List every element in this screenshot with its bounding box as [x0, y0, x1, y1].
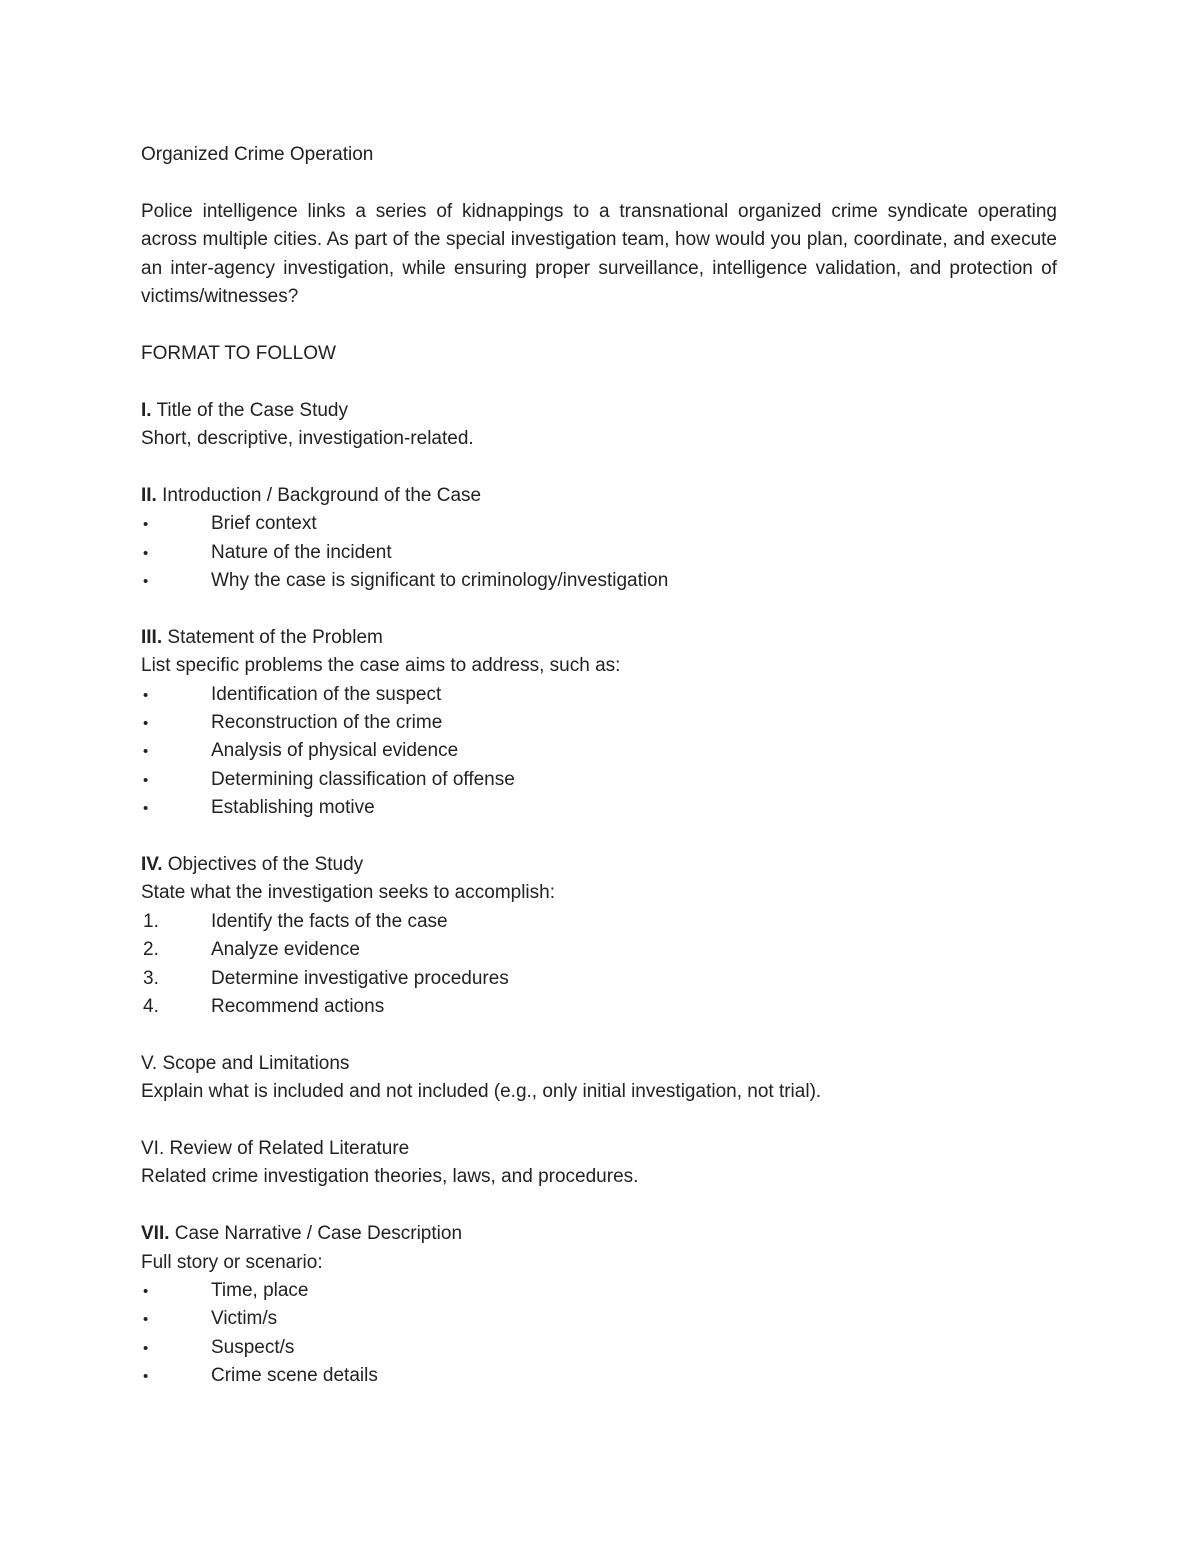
list-item-text: Nature of the incident [211, 541, 392, 563]
list-item-text: Identification of the suspect [211, 683, 442, 705]
spacer [141, 311, 1057, 339]
section-numeral: III. [141, 626, 163, 648]
spacer [141, 823, 1057, 851]
section-description: State what the investigation seeks to accomplish: [141, 882, 556, 904]
bullet-icon: • [143, 516, 149, 534]
bullet-icon: • [143, 573, 149, 590]
list-item-text: Analyze evidence [211, 939, 360, 961]
bullet-icon: • [143, 1339, 149, 1357]
list-item-text: Determine investigative procedures [211, 967, 509, 989]
spacer [141, 1192, 1057, 1220]
list-item [141, 766, 1057, 794]
list-item-text: Why the case is significant to criminology/investigation [211, 570, 669, 591]
list-item-text: Recommend actions [211, 995, 385, 1017]
spacer [141, 1107, 1057, 1135]
spacer [141, 1021, 1057, 1049]
spacer [141, 169, 1057, 197]
list-item [141, 681, 1057, 709]
list-item-text: Crime scene details [211, 1365, 378, 1387]
section-heading-literature: VI. Review of Related Literature [141, 1137, 410, 1159]
list-item [141, 1362, 1057, 1390]
list-item [141, 993, 1057, 1021]
section-numeral: II. [141, 484, 157, 506]
list-item [141, 1334, 1057, 1362]
section-heading-narrative [141, 1220, 1057, 1248]
list-item [141, 965, 1057, 993]
section-description: List specific problems the case aims to address, such as: [141, 655, 621, 677]
list-item-text: Suspect/s [211, 1336, 295, 1358]
list-number: 1. [143, 910, 159, 932]
spacer [141, 368, 1057, 396]
section-heading-objectives [141, 851, 1057, 879]
section-heading-title [141, 397, 1057, 425]
bullet-icon: • [143, 800, 149, 818]
list-item [141, 908, 1057, 936]
list-item [141, 1277, 1057, 1305]
bullet-icon: • [143, 1282, 149, 1300]
section-numeral: VII. [141, 1223, 170, 1245]
section-heading-scope: V. Scope and Limitations [141, 1052, 350, 1074]
list-item-text: Victim/s [211, 1308, 278, 1330]
document-body [141, 141, 1057, 1390]
list-item-text: Brief context [211, 513, 317, 535]
section-heading-text: Statement of the Problem [162, 626, 383, 648]
section-heading-text: Title of the Case Study [151, 399, 349, 421]
list-item [141, 567, 1057, 595]
list-item [141, 1305, 1057, 1333]
list-item [141, 510, 1057, 538]
list-number: 3. [143, 967, 159, 989]
list-item-text: Time, place [211, 1279, 309, 1301]
section-description: Related crime investigation theories, laws, and procedures. [141, 1166, 639, 1188]
list-number: 4. [143, 995, 159, 1017]
section-description: Explain what is included and not included (e.g., only initial investigation, not trial). [141, 1081, 822, 1103]
list-item-text: Determining classification of offense [211, 768, 515, 790]
bullet-icon: • [143, 544, 149, 562]
bullet-icon: • [143, 1311, 149, 1329]
bullet-icon: • [143, 771, 149, 789]
spacer [141, 595, 1057, 623]
list-item-text: Identify the facts of the case [211, 910, 448, 932]
list-item-text: Establishing motive [211, 797, 375, 819]
bullet-icon: • [143, 743, 149, 761]
list-item [141, 539, 1057, 567]
section-heading-text: Objectives of the Study [162, 853, 364, 875]
document-title: Organized Crime Operation [141, 144, 374, 165]
bullet-icon: • [143, 1368, 149, 1386]
list-number: 2. [143, 939, 159, 961]
section-heading-text: Case Narrative / Case Description [169, 1223, 463, 1245]
list-item [141, 794, 1057, 822]
section-description: Full story or scenario: [141, 1251, 323, 1273]
section-heading-problem [141, 624, 1057, 652]
format-heading: FORMAT TO FOLLOW [141, 342, 336, 364]
bullet-icon: • [143, 714, 149, 732]
list-item [141, 936, 1057, 964]
list-item [141, 737, 1057, 765]
spacer [141, 453, 1057, 481]
section-numeral: IV. [141, 853, 163, 875]
list-item-text: Reconstruction of the crime [211, 711, 443, 733]
bullet-icon: • [143, 686, 149, 704]
section-heading-introduction [141, 482, 1057, 510]
case-question: Police intelligence links a series of kidnappings to a transnational organized crime syndicate operating across multiple cities. As part of the special investigation team, how would you plan, coordinate, and execute an inter-agency investigation, while ensuring proper surveillance, intelligence validation, and protection of victims/witnesses? [141, 200, 1057, 308]
section-heading-text: Introduction / Background of the Case [156, 484, 482, 506]
section-numeral: I. [141, 399, 152, 421]
list-item-text: Analysis of physical evidence [211, 740, 459, 762]
section-description: Short, descriptive, investigation-related. [141, 428, 474, 450]
list-item [141, 709, 1057, 737]
